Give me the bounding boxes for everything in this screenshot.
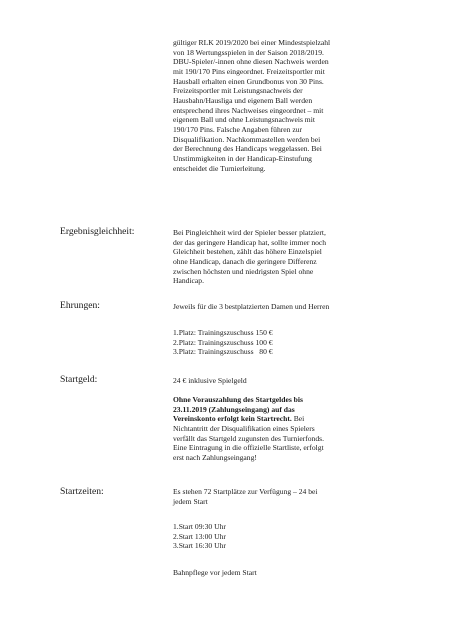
text-line: eigenem Ball und ohne Leistungsnachweis mit — [173, 115, 315, 125]
text-line: entscheidet die Turnierleitung. — [173, 163, 266, 173]
text-line: verfällt das Startgeld zugunsten des Turnierfonds. — [173, 433, 325, 443]
text-line: Nichtantritt der Disqualifikation eines Spielers — [173, 423, 315, 433]
prize-line: 1.Platz: Trainingszuschuss 150 € — [173, 328, 273, 337]
start-time-line: 1.Start 09:30 Uhr — [173, 522, 226, 531]
text-line: ohne Handicap, danach die geringere Differenz — [173, 256, 317, 266]
text-line: Bei Pingleichheit wird der Spieler besser platziert, — [173, 228, 326, 237]
text-line: Freizeitsportler mit Leistungsnachweis der — [173, 86, 303, 96]
text-line: Handicap. — [173, 276, 204, 286]
text-line: Hausbahn/Hausliga und eigenem Ball werden — [173, 95, 313, 105]
startzeiten-intro — [173, 487, 318, 506]
ehrungen-intro — [173, 302, 329, 312]
handicap-paragraph — [173, 38, 330, 173]
text-line: Jeweils für die 3 bestplatzierten Damen und Herren — [173, 302, 330, 311]
ehrungen-prizes — [173, 328, 273, 357]
text-line: der Berechnung des Handicaps weggelassen. Bei — [173, 144, 322, 154]
text-line: Disqualifikation. Nachkommastellen werden bei — [173, 134, 321, 144]
start-time-line: 3.Start 16:30 Uhr — [173, 541, 226, 551]
ergebnisgleichheit-text — [173, 228, 326, 286]
bold-line: Vereinskonto erfolgt kein Startrecht. — [173, 414, 292, 424]
bahnpflege-note — [173, 568, 257, 578]
text-line: 24 € inklusive Spielgeld — [173, 376, 247, 385]
text-line: Gleichheit bestehen, zählt das höhere Einzelspiel — [173, 247, 322, 257]
text-line: zwischen höchsten und niedrigsten Spiel ohne — [173, 266, 314, 276]
text-line: Eine Eintragung in die offizielle Startliste, erfolgt — [173, 443, 324, 453]
text-line: Hausball erhalten einen Grundbonus von 30 Pins. — [173, 76, 324, 86]
prize-line: 2.Platz: Trainingszuschuss 100 € — [173, 337, 273, 347]
text-line: von 18 Wertungsspielen in der Saison 2018/2019. — [173, 47, 324, 57]
text-line: Es stehen 72 Startplätze zur Verfügung – 24 bei — [173, 487, 318, 496]
bold-line: 23.11.2019 (Zahlungseingang) auf das — [173, 404, 295, 414]
startgeld-amount — [173, 376, 247, 386]
start-time-line: 2.Start 13:00 Uhr — [173, 531, 226, 541]
text-line: DBU-Spieler/-innen ohne diesen Nachweis werden — [173, 57, 329, 67]
text-fragment: Bei — [291, 414, 305, 424]
bold-line: Ohne Vorauszahlung des Startgeldes bis — [173, 395, 303, 404]
text-line: der das geringere Handicap hat, sollte immer noch — [173, 237, 327, 247]
startgeld-label: Startgeld: — [60, 374, 98, 385]
startzeiten-list — [173, 522, 226, 551]
text-line: entsprechend ihres Nachweises eingeordnet – mit — [173, 105, 324, 115]
prize-line: 3.Platz: Trainingszuschuss 80 € — [173, 347, 273, 357]
text-line: erst nach Zahlungseingang! — [173, 452, 257, 462]
text-line: Bahnpflege vor jedem Start — [173, 568, 257, 577]
startzeiten-label: Startzeiten: — [60, 486, 104, 497]
ergebnisgleichheit-label: Ergebnisgleichheit: — [60, 226, 135, 237]
text-line: 190/170 Pins. Falsche Angaben führen zur — [173, 124, 303, 134]
text-line: Unstimmigkeiten in der Handicap-Einstufung — [173, 153, 312, 163]
text-line: mit 190/170 Pins eingeordnet. Freizeitsportler mit — [173, 66, 325, 76]
text-line: jedem Start — [173, 496, 208, 506]
startgeld-conditions — [173, 395, 324, 463]
ehrungen-label: Ehrungen: — [60, 300, 100, 311]
text-line: gültiger RLK 2019/2020 bei einer Mindestspielzahl — [173, 38, 331, 47]
